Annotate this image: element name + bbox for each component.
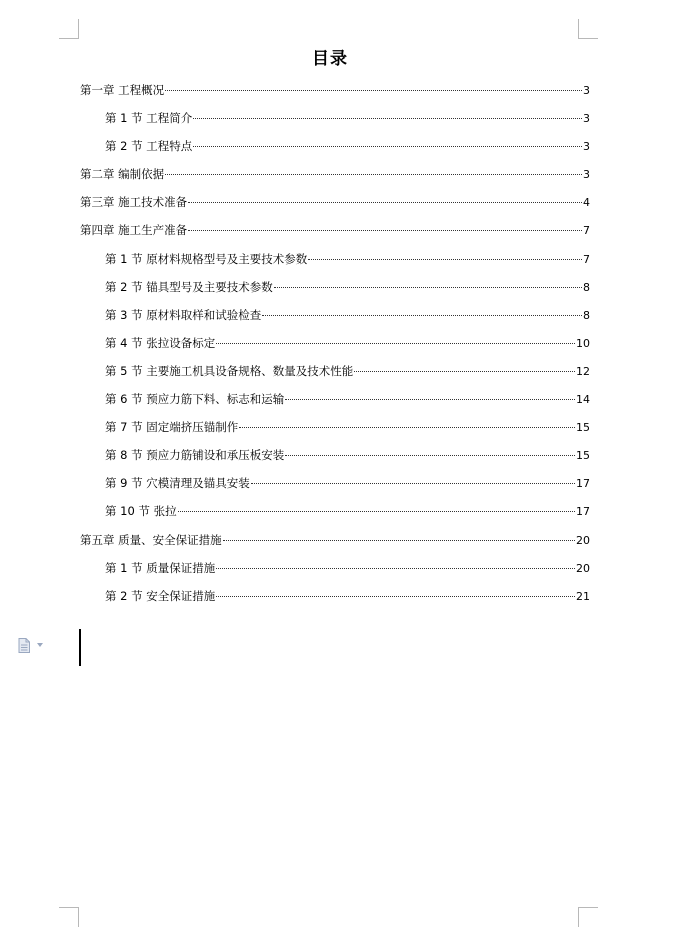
toc-entry[interactable]: [80, 136, 590, 164]
toc-entry-page-number: 20: [576, 561, 590, 575]
toc-entry[interactable]: [80, 389, 590, 417]
toc-dot-leader: [308, 259, 582, 260]
toc-dot-leader: [251, 483, 575, 484]
toc-entry-page-number: 3: [583, 140, 590, 154]
toc-dot-leader: [239, 427, 575, 428]
toc-entry[interactable]: [80, 558, 590, 586]
toc-dot-leader: [354, 371, 575, 372]
toc-dot-leader: [223, 540, 575, 541]
toc-dot-leader: [188, 230, 582, 231]
toc-entry-label: 第五章 质量、安全保证措施: [80, 532, 222, 547]
toc-entry-page-number: 8: [583, 308, 590, 322]
toc-dot-leader: [274, 287, 582, 288]
page-corner-mark-top-right: [578, 19, 598, 39]
toc-entry-page-number: 7: [583, 224, 590, 238]
toc-entry[interactable]: [80, 192, 590, 220]
toc-entry-label: 第二章 编制依据: [80, 167, 165, 182]
toc-dot-leader: [216, 568, 575, 569]
document-icon[interactable]: [18, 638, 30, 653]
toc-entry-page-number: 12: [576, 364, 590, 378]
toc-entry-page-number: 4: [583, 196, 590, 210]
toc-title: 目录: [312, 49, 348, 69]
toc-entry-page-number: 3: [583, 112, 590, 126]
toc-entry[interactable]: [80, 80, 590, 108]
toc-entry-label: 第 2 节 工程特点: [105, 139, 193, 154]
toc-entry[interactable]: [80, 501, 590, 529]
toc-entry-label: 第 3 节 原材料取样和试验检查: [105, 307, 262, 322]
toc-entry[interactable]: [80, 305, 590, 333]
toc-entry-label: 第四章 施工生产准备: [80, 223, 188, 238]
toc-entry-page-number: 20: [576, 533, 590, 547]
toc-entry[interactable]: [80, 164, 590, 192]
toc-dot-leader: [285, 399, 575, 400]
toc-dot-leader: [165, 90, 582, 91]
toc-entry[interactable]: [80, 530, 590, 558]
toc-entry-label: 第 9 节 穴模清理及锚具安装: [105, 476, 250, 491]
toc-entry[interactable]: [80, 333, 590, 361]
toc-entry[interactable]: [80, 473, 590, 501]
toc-dot-leader: [165, 174, 582, 175]
toc-entry-label: 第 8 节 预应力筋铺设和承压板安装: [105, 448, 285, 463]
chevron-down-icon[interactable]: [37, 643, 43, 647]
toc-entry-label: 第 1 节 质量保证措施: [105, 560, 216, 575]
toc-entry-label: 第 10 节 张拉: [105, 504, 177, 519]
toc-entry[interactable]: [80, 220, 590, 248]
toc-entry-label: 第 5 节 主要施工机具设备规格、数量及技术性能: [105, 363, 354, 378]
toc-entry-page-number: 17: [576, 477, 590, 491]
toc-entry-label: 第三章 施工技术准备: [80, 195, 188, 210]
toc-dot-leader: [216, 596, 575, 597]
toc-entry[interactable]: [80, 417, 590, 445]
toc-entry-page-number: 7: [583, 252, 590, 266]
toc-entry[interactable]: [80, 361, 590, 389]
toc-dot-leader: [216, 343, 575, 344]
toc-entry[interactable]: [80, 108, 590, 136]
toc-dot-leader: [188, 202, 582, 203]
toc-entry-label: 第 1 节 工程简介: [105, 111, 193, 126]
toc-entry-label: 第 4 节 张拉设备标定: [105, 335, 216, 350]
toc-entry[interactable]: [80, 445, 590, 473]
toc-dot-leader: [285, 455, 575, 456]
toc-entry-label: 第一章 工程概况: [80, 83, 165, 97]
toc-entry-page-number: 15: [576, 449, 590, 463]
toc-dot-leader: [193, 146, 582, 147]
toc-entry-page-number: 21: [576, 589, 590, 603]
toc-entry-page-number: 3: [583, 168, 590, 182]
toc-entry-page-number: 14: [576, 393, 590, 407]
toc-entry-page-number: 10: [576, 336, 590, 350]
toc-entry-page-number: 8: [583, 280, 590, 294]
toc-entry-label: 第 7 节 固定端挤压锚制作: [105, 420, 239, 435]
toc-entry[interactable]: [80, 586, 590, 614]
toc-entry-page-number: 17: [576, 505, 590, 519]
page-corner-mark-top-left: [59, 19, 79, 39]
page-corner-mark-bottom-left: [59, 907, 79, 927]
toc-entry-page-number: 3: [583, 84, 590, 97]
toc-dot-leader: [193, 118, 582, 119]
toc-dot-leader: [178, 511, 575, 512]
page-corner-mark-bottom-right: [578, 907, 598, 927]
toc-entry-label: 第 2 节 锚具型号及主要技术参数: [105, 279, 273, 294]
toc-entry-label: 第 6 节 预应力筋下料、标志和运输: [105, 392, 285, 407]
toc-dot-leader: [262, 315, 582, 316]
table-of-contents: [80, 80, 590, 614]
toc-entry[interactable]: [80, 277, 590, 305]
toc-entry-page-number: 15: [576, 421, 590, 435]
text-cursor: [79, 629, 81, 666]
toc-entry-label: 第 2 节 安全保证措施: [105, 588, 216, 603]
toc-entry[interactable]: [80, 249, 590, 277]
toc-entry-label: 第 1 节 原材料规格型号及主要技术参数: [105, 251, 308, 266]
